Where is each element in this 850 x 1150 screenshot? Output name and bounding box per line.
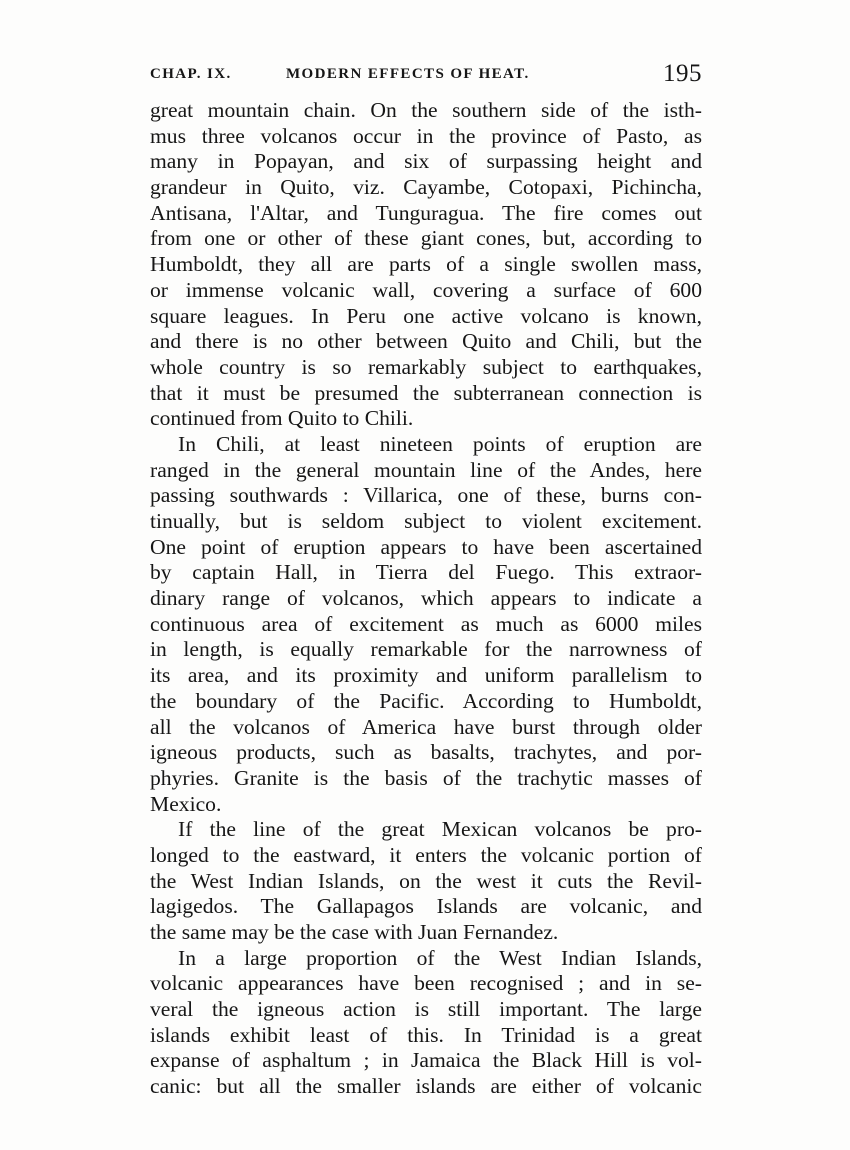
text-line: the same may be the case with Juan Fernandez.	[150, 920, 559, 944]
text-line: continued from Quito to Chili.	[150, 406, 414, 431]
text-line: square leagues. In Peru one active volcano is known,	[150, 303, 702, 328]
text-line: If the line of the great Mexican volcanos be pro-	[178, 817, 702, 842]
text-line: grandeur in Quito, viz. Cayambe, Cotopaxi, Pichincha,	[150, 175, 702, 200]
text-line: In a large proportion of the West Indian Islands,	[178, 945, 702, 970]
text-line: mus three volcanos occur in the province of Pasto, as	[150, 123, 702, 148]
text-line: lagigedos. The Gallapagos Islands are volcanic, and	[150, 894, 702, 919]
paragraph	[150, 817, 702, 945]
paragraph	[150, 432, 702, 817]
text-line: many in Popayan, and six of surpassing height and	[150, 149, 702, 174]
text-line: great mountain chain. On the southern side of the isth-	[150, 98, 702, 122]
text-line: tinually, but is seldom subject to violent excitement.	[150, 509, 702, 533]
text-line: veral the igneous action is still important. The large	[150, 997, 702, 1022]
page-number: 195	[663, 60, 702, 87]
text-line: and there is no other between Quito and Chili, but the	[150, 329, 702, 354]
text-line: the West Indian Islands, on the west it cuts the Revil-	[150, 868, 702, 893]
running-head	[150, 60, 702, 90]
text-line: In Chili, at least nineteen points of eruption are	[178, 431, 702, 456]
text-line: by captain Hall, in Tierra del Fuego. This extraor-	[150, 560, 702, 585]
text-line: islands exhibit least of this. In Trinidad is a great	[150, 1022, 702, 1047]
text-line: Antisana, l'Altar, and Tunguragua. The fire comes out	[150, 200, 702, 225]
text-line: Mexico.	[150, 791, 222, 816]
chapter-label: CHAP. IX.	[150, 66, 232, 82]
text-line: igneous products, such as basalts, trachytes, and por-	[150, 740, 702, 765]
text-line: Humboldt, they all are parts of a single swollen mass,	[150, 252, 702, 277]
text-line: passing southwards : Villarica, one of these, burns con-	[150, 483, 702, 508]
text-line: from one or other of these giant cones, but, according to	[150, 226, 702, 251]
text-line: expanse of asphaltum ; in Jamaica the Black Hill is vol-	[150, 1048, 702, 1073]
text-line: whole country is so remarkably subject to earthquakes,	[150, 354, 702, 379]
text-line: canic: but all the smaller islands are either of volcanic	[150, 1074, 702, 1099]
text-line: in length, is equally remarkable for the narrowness of	[150, 637, 702, 662]
text-line: its area, and its proximity and uniform parallelism to	[150, 663, 702, 688]
text-line: longed to the eastward, it enters the volcanic portion of	[150, 842, 702, 867]
text-line: or immense volcanic wall, covering a surface of 600	[150, 277, 702, 302]
text-line: continuous area of excitement as much as 6000 miles	[150, 611, 702, 636]
paragraph	[150, 98, 702, 432]
body-text	[150, 98, 702, 1100]
text-line: ranged in the general mountain line of the Andes, here	[150, 457, 702, 482]
text-line: that it must be presumed the subterranean connection is	[150, 380, 702, 405]
text-line: phyries. Granite is the basis of the trachytic masses of	[150, 765, 702, 790]
text-line: the boundary of the Pacific. According to Humboldt,	[150, 688, 702, 713]
text-line: all the volcanos of America have burst through older	[150, 714, 702, 739]
paragraph	[150, 946, 702, 1100]
text-line: One point of eruption appears to have been ascertained	[150, 534, 702, 559]
text-line: volcanic appearances have been recognised ; and in se-	[150, 971, 702, 996]
text-line: dinary range of volcanos, which appears to indicate a	[150, 586, 702, 611]
running-title: MODERN EFFECTS OF HEAT.	[286, 66, 530, 82]
